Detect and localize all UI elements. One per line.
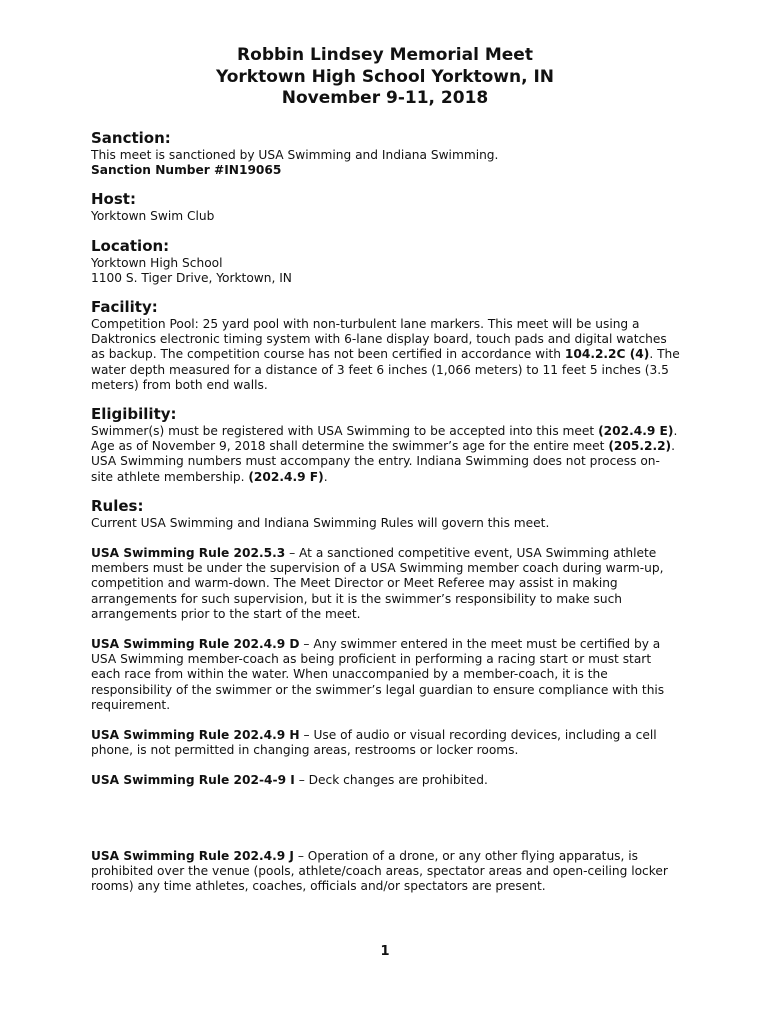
- facility-section: [91, 298, 681, 393]
- eligibility-text-4: .: [323, 469, 328, 484]
- meet-dates: November 9-11, 2018: [281, 88, 489, 108]
- rule-item: [91, 849, 681, 895]
- host-text: Yorktown Swim Club: [91, 209, 215, 224]
- title-block: [0, 45, 770, 110]
- location-line-1: Yorktown High School: [91, 255, 223, 270]
- sanction-number: Sanction Number #IN19065: [91, 163, 282, 178]
- eligibility-ref-2: (205.2.2): [608, 439, 672, 454]
- rules-intro: Current USA Swimming and Indiana Swimming Rules will govern this meet.: [91, 515, 550, 530]
- location-line-2: 1100 S. Tiger Drive, Yorktown, IN: [91, 270, 292, 285]
- blank-space: [91, 789, 681, 834]
- facility-heading: Facility:: [91, 298, 158, 317]
- rule-text: – Operation of a drone, or any other flying apparatus, is prohibited over the venue (pools, athlete/coach areas, spectator areas and open-ceiling locker rooms) any time athletes, coaches, officials and/or spectators are present.: [91, 848, 668, 894]
- meet-venue: Yorktown High School Yorktown, IN: [215, 66, 555, 87]
- host-section: [91, 190, 681, 224]
- sanction-heading: Sanction:: [91, 129, 171, 147]
- eligibility-ref-1: (202.4.9 E): [598, 424, 674, 439]
- rule-text: – At a sanctioned competitive event, USA Swimming athlete members must be under the supervision of a USA Swimming member coach during warm-up, competition and warm-down. The Meet Director or Meet Referee may assist in making arrangements for such supervision, but it is the swimmer’s responsibility to make such arrangements prior to the start of the meet.: [91, 546, 664, 621]
- rule-item: [91, 728, 681, 758]
- host-heading: Host:: [91, 190, 136, 209]
- rule-item: [91, 773, 681, 788]
- eligibility-heading: Eligibility:: [91, 405, 177, 424]
- rule-label: USA Swimming Rule 202.4.9 H: [91, 728, 300, 743]
- rule-label: USA Swimming Rule 202.4.9 J: [91, 848, 294, 863]
- eligibility-text-2: . Age as of November 9, 2018 shall determine the swimmer’s age for the entire meet: [91, 424, 678, 454]
- facility-paragraph: [91, 317, 681, 393]
- page-number: 1: [380, 944, 390, 959]
- rule-text: – Use of audio or visual recording devices, including a cell phone, is not permitted in changing areas, restrooms or locker rooms.: [91, 728, 657, 758]
- rule-label: USA Swimming Rule 202.4.9 D: [91, 637, 300, 652]
- rule-label: USA Swimming Rule 202.5.3: [91, 546, 286, 561]
- location-heading: Location:: [91, 236, 170, 255]
- rules-section: [91, 497, 681, 894]
- rule-text: – Deck changes are prohibited.: [294, 773, 488, 788]
- rule-label: USA Swimming Rule 202-4-9 I: [91, 773, 295, 788]
- sanction-section: [91, 129, 681, 178]
- eligibility-text-1: Swimmer(s) must be registered with USA Swimming to be accepted into this meet: [91, 424, 599, 439]
- rule-item: [91, 546, 681, 622]
- rules-heading: Rules:: [91, 496, 144, 515]
- eligibility-paragraph: [91, 424, 681, 485]
- location-section: [91, 237, 681, 286]
- facility-ref: 104.2.2C (4): [564, 347, 650, 362]
- rule-text: – Any swimmer entered in the meet must be certified by a USA Swimming member-coach as being proficient in performing a racing start or must start each race from within the water. When unaccompanied by a member-coach, it is the responsibility of the swimmer or the swimmer’s legal guardian to ensure compliance with this requirement.: [91, 637, 665, 712]
- eligibility-ref-3: (202.4.9 F): [248, 469, 324, 484]
- eligibility-section: [91, 405, 681, 485]
- sanction-text: This meet is sanctioned by USA Swimming and Indiana Swimming.: [91, 148, 499, 162]
- document-body: [91, 129, 681, 906]
- facility-text-2: . The water depth measured for a distance of 3 feet 6 inches (1,066 meters) to 11 feet 5 inches (3.5 meters) from both end walls.: [91, 347, 680, 392]
- meet-title: Robbin Lindsey Memorial Meet: [237, 45, 533, 65]
- eligibility-text-3: . USA Swimming numbers must accompany the entry. Indiana Swimming does not process on-site athlete membership.: [91, 439, 676, 484]
- facility-text-1: Competition Pool: 25 yard pool with non-turbulent lane markers. This meet will be using a Daktronics electronic timing system with 6-lane display board, touch pads and digital watches as backup. The competition course has not been certified in accordance with: [91, 317, 667, 362]
- rule-item: [91, 637, 681, 713]
